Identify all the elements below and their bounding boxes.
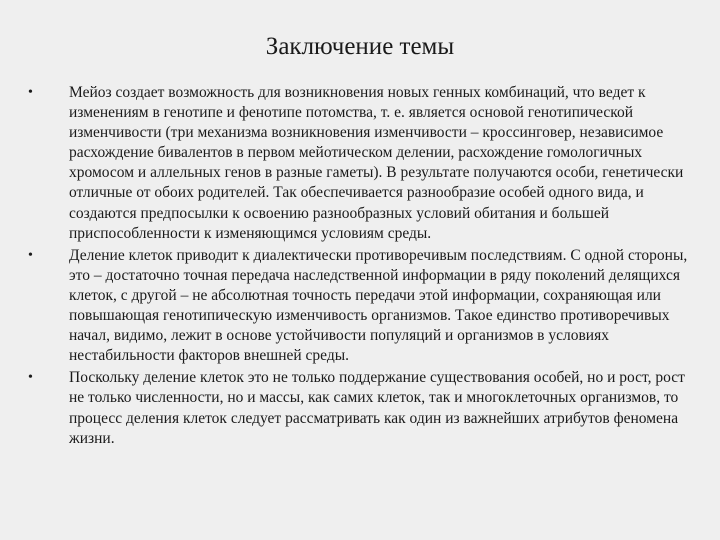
- bullet-item: [28, 368, 688, 448]
- bullet-icon: •: [28, 247, 33, 263]
- bullet-item: [28, 246, 688, 367]
- bullet-icon: •: [28, 370, 33, 386]
- bullet-icon: •: [28, 85, 33, 100]
- bullet-list: [28, 83, 688, 451]
- bullet-item: [28, 83, 688, 244]
- bullet-text: Деление клеток приводит к диалектически противоречивым последствиям. С одной стороны, это – достаточно точная передача наследственной информации в ряду поколений делящихся клеток, с другой – не абсолютная точность передачи этой информации, сохраняющая или повышающая генотипическую изменчивость организмов. Такое единство противоречивых начал, видимо, лежит в основе устойчивости популяций и организмов в условиях нестабильности факторов внешней среды.: [69, 246, 688, 365]
- bullet-text: Мейоз создает возможность для возникновения новых генных комбинаций, что ведет к изменениям в генотипе и фенотипе потомства, т. е. является основой генотипической изменчивости (три механизма возникновения изменчивости – кроссинговер, независимое расхождение бивалентов в первом мейотическом делении, расхождение гомологичных хромосом и аллельных генов в разные гаметы). В результате получаются особи, генетически отличные от обоих родителей. Так обеспечивается разнообразие особей одного вида, и создаются предпосылки к освоению разнообразных условий обитания и большей приспособленности к изменяющимся условиям среды.: [69, 84, 684, 242]
- slide-title: Заключение темы: [265, 33, 455, 60]
- bullet-text: Поскольку деление клеток это не только поддержание существования особей, но и рост, рост не только численности, но и массы, как самих клеток, так и многоклеточных организмов, то процесс деления клеток следует рассматривать как один из важнейших атрибутов феномена жизни.: [69, 369, 685, 447]
